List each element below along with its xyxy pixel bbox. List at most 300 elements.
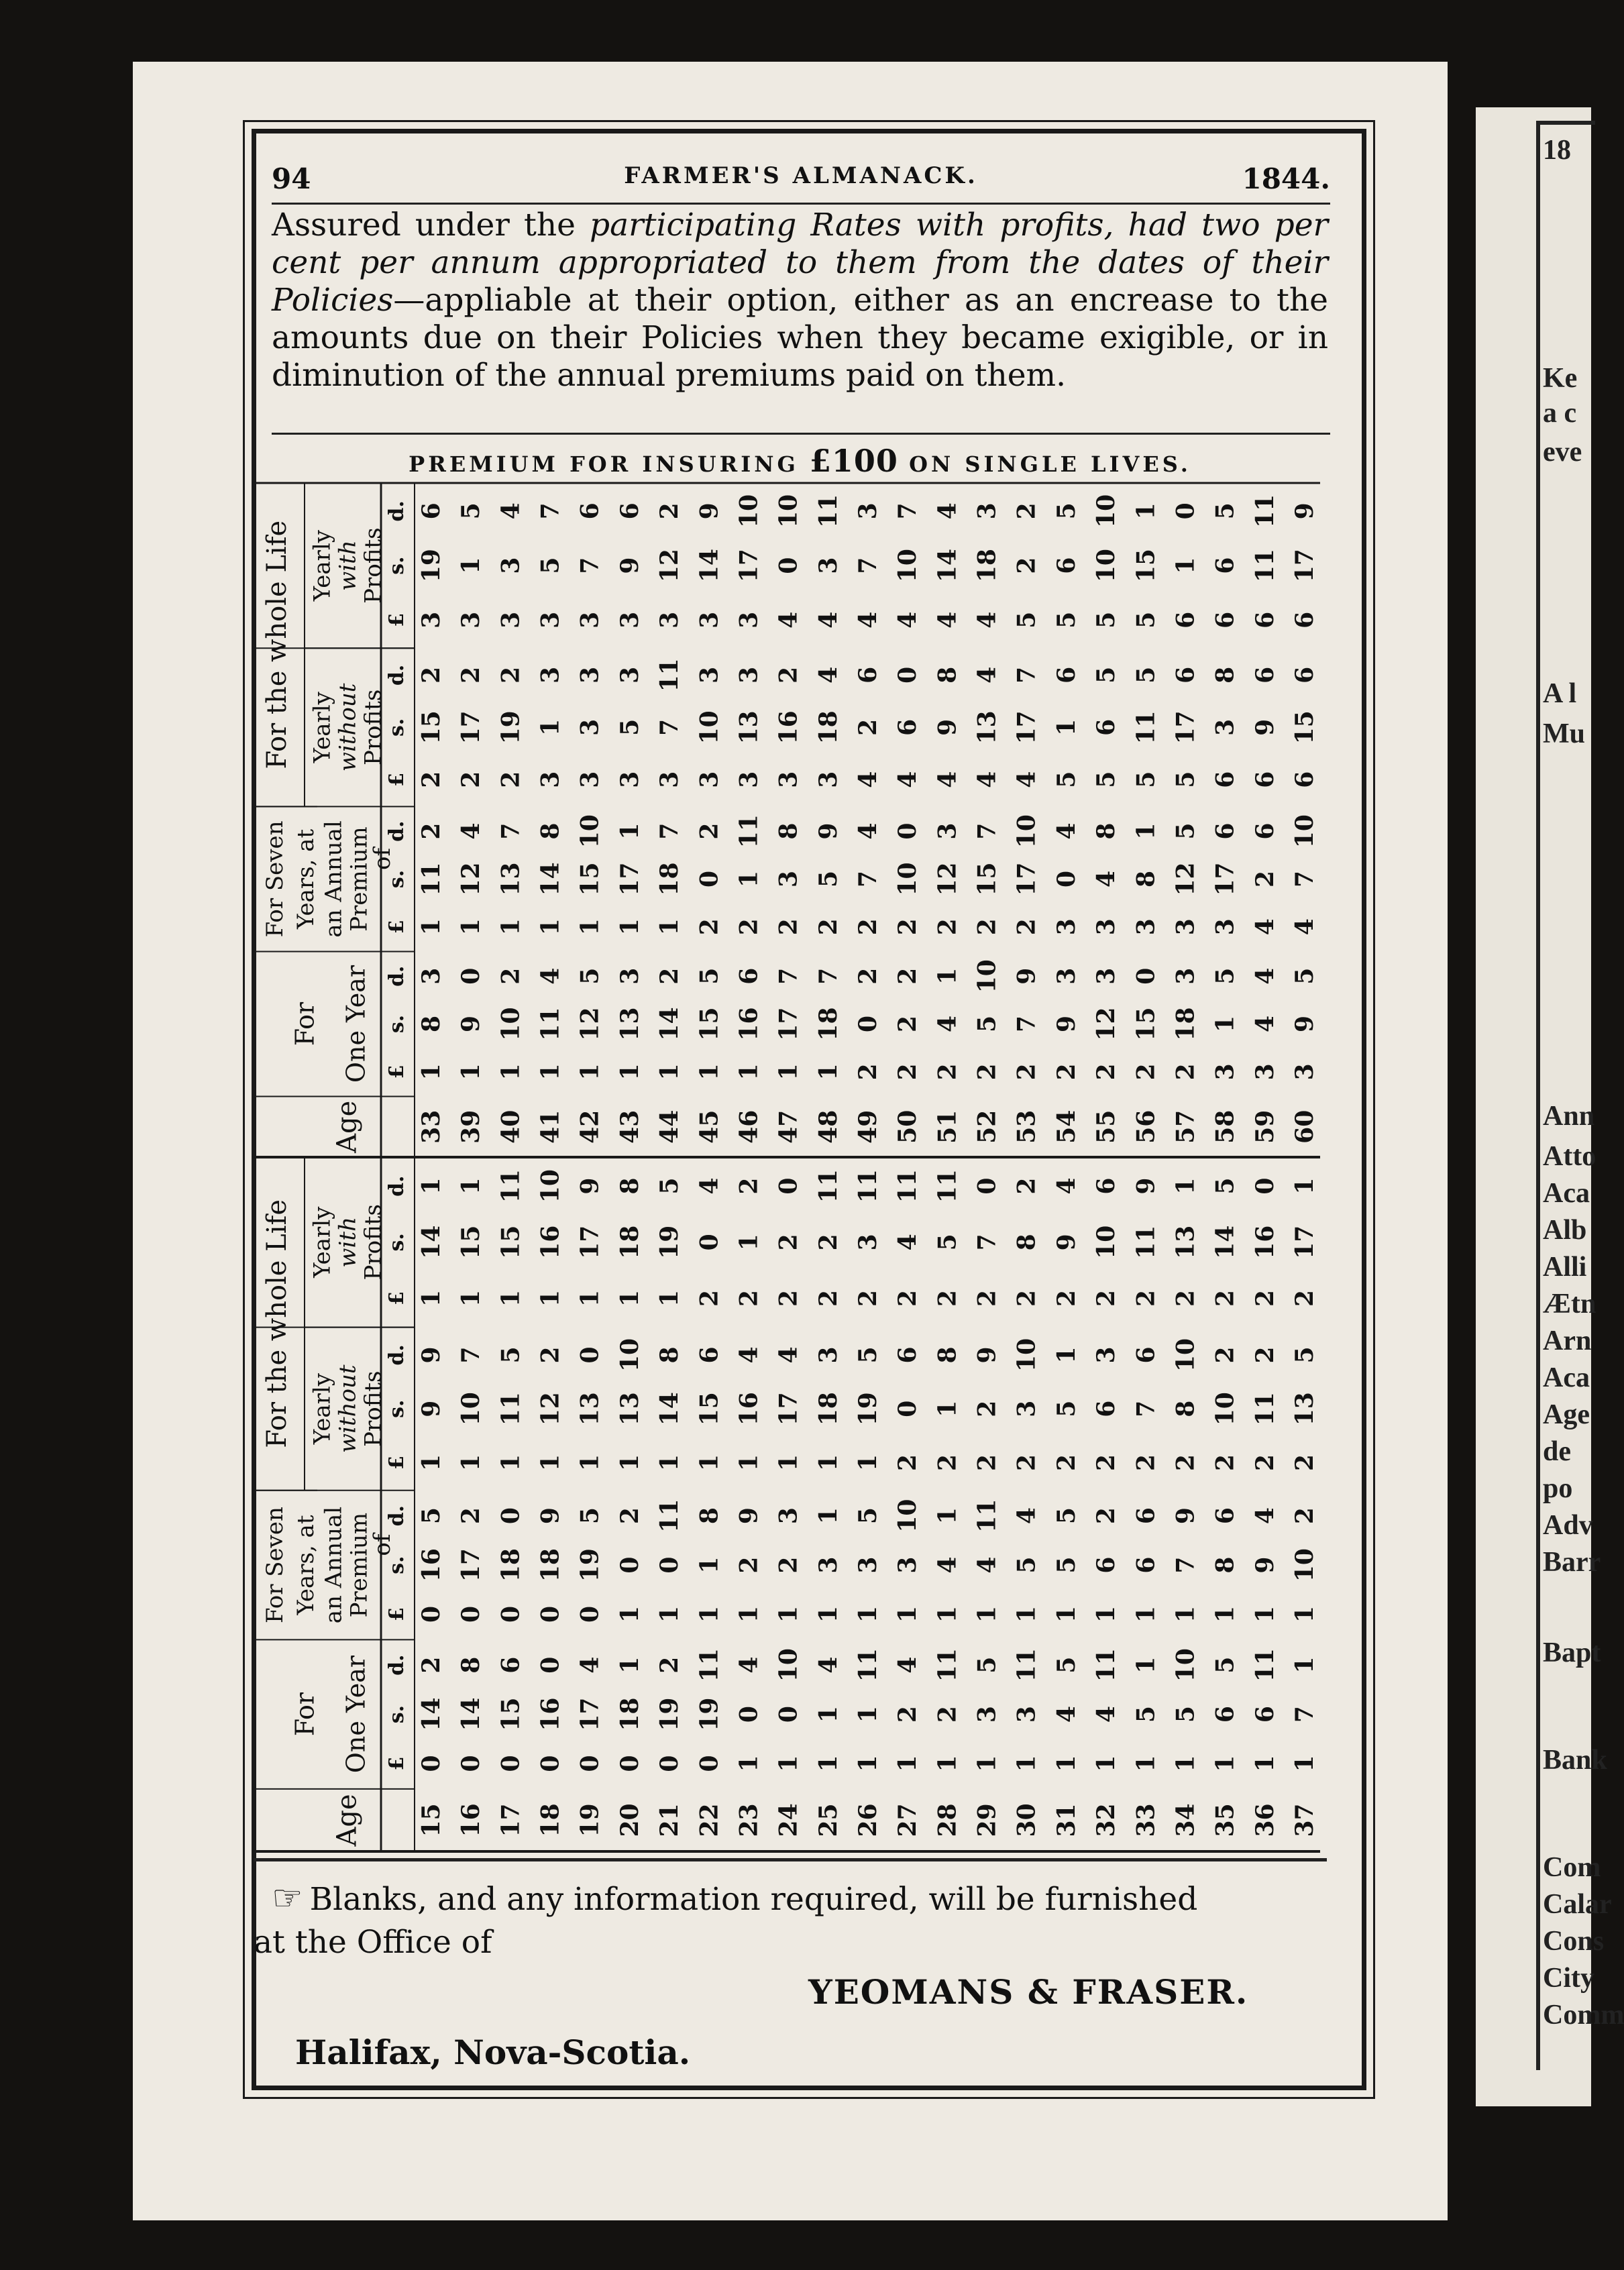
- premium-value: 5: [1052, 502, 1081, 520]
- premium-value: 11: [1092, 1648, 1121, 1682]
- premium-value: 9: [1250, 718, 1279, 736]
- table-title-part-2: ON SINGLE LIVES.: [898, 451, 1191, 477]
- premium-value: 1: [933, 1605, 962, 1623]
- premium-value: 10: [1211, 1392, 1240, 1426]
- header-rule: [272, 203, 1330, 205]
- premium-value: 1: [615, 822, 644, 840]
- premium-value: 17: [774, 1007, 803, 1041]
- premium-value: 7: [536, 502, 565, 520]
- premium-value: 0: [655, 1755, 684, 1772]
- premium-value: 9: [735, 1507, 763, 1525]
- premium-value: 1: [1132, 1656, 1160, 1674]
- premium-value: 11: [814, 494, 843, 528]
- premium-value: 11: [496, 1392, 525, 1426]
- premium-value: 3: [973, 502, 1002, 520]
- neighbor-page-line: Arn: [1543, 1326, 1592, 1356]
- premium-value: 3: [814, 1556, 843, 1574]
- premium-value: 1: [536, 1454, 565, 1471]
- premium-value: 14: [536, 862, 565, 896]
- premium-value: 2: [655, 967, 684, 985]
- age-value: 54: [1052, 1110, 1081, 1144]
- premium-value: 7: [973, 822, 1002, 840]
- premium-value: 2: [1012, 918, 1041, 936]
- premium-value: 2: [854, 918, 882, 936]
- premium-value: 2: [615, 1507, 644, 1525]
- header-with-3: Profits: [360, 1204, 387, 1281]
- premium-value: 13: [615, 1392, 644, 1426]
- premium-value: 3: [814, 771, 843, 788]
- premium-value: 2: [894, 918, 922, 936]
- premium-value: 4: [973, 771, 1002, 788]
- premium-value: 14: [457, 1697, 486, 1731]
- unit-label: £: [385, 612, 409, 627]
- premium-value: 17: [774, 1392, 803, 1426]
- premium-value: 1: [655, 1063, 684, 1081]
- premium-value: 0: [695, 1755, 724, 1772]
- age-value: 26: [854, 1803, 882, 1837]
- premium-value: 2: [1250, 1346, 1279, 1364]
- premium-value: 1: [1291, 1177, 1319, 1195]
- premium-value: 15: [1291, 710, 1319, 745]
- premium-value: 3: [576, 771, 604, 788]
- premium-value: 3: [695, 666, 724, 684]
- premium-value: 2: [1092, 1289, 1121, 1307]
- premium-value: 8: [1092, 822, 1121, 840]
- premium-value: 2: [814, 1234, 843, 1251]
- premium-value: 2: [496, 967, 525, 985]
- premium-value: 8: [536, 822, 565, 840]
- premium-value: 19: [854, 1392, 882, 1426]
- premium-value: 0: [457, 1755, 486, 1772]
- header-with-3: Profits: [360, 527, 387, 604]
- intro-italic: participating Rates with profits, had two per cent per annum appropriated to them from the dates of their Policies: [272, 207, 1328, 319]
- premium-value: 3: [854, 1556, 882, 1574]
- premium-value: 7: [655, 718, 684, 736]
- age-value: 23: [735, 1803, 763, 1837]
- premium-value: 1: [457, 557, 486, 574]
- premium-value: 0: [496, 1507, 525, 1525]
- premium-value: 3: [536, 611, 565, 629]
- premium-value: 1: [615, 1063, 644, 1081]
- premium-value: 2: [1092, 1454, 1121, 1471]
- premium-value: 3: [1250, 1063, 1279, 1081]
- premium-value: 11: [894, 1169, 922, 1203]
- premium-value: 4: [774, 1346, 803, 1364]
- age-value: 41: [536, 1110, 565, 1144]
- premium-value: 17: [1211, 862, 1240, 896]
- premium-value: 10: [894, 862, 922, 896]
- premium-value: 1: [576, 1289, 604, 1307]
- premium-table: [254, 483, 1320, 1851]
- premium-value: 5: [1171, 1706, 1200, 1723]
- premium-value: 9: [1291, 1015, 1319, 1033]
- premium-value: 1: [1211, 1755, 1240, 1772]
- table-title-part-1: PREMIUM FOR INSURING: [409, 451, 810, 477]
- premium-value: 10: [615, 1338, 644, 1372]
- premium-value: 11: [973, 1499, 1002, 1533]
- premium-value: 10: [973, 959, 1002, 993]
- premium-value: 2: [457, 1507, 486, 1525]
- unit-label: £: [385, 1291, 409, 1305]
- premium-value: 1: [1291, 1656, 1319, 1674]
- premium-value: 17: [1291, 1225, 1319, 1259]
- premium-value: 10: [576, 814, 604, 849]
- premium-value: 15: [973, 862, 1002, 896]
- premium-value: 0: [735, 1706, 763, 1723]
- premium-value: 10: [894, 549, 922, 583]
- premium-value: 0: [576, 1755, 604, 1772]
- premium-value: 5: [1052, 1400, 1081, 1417]
- premium-value: 3: [1052, 918, 1081, 936]
- premium-value: 2: [854, 1289, 882, 1307]
- premium-value: 5: [1052, 771, 1081, 788]
- premium-value: 12: [576, 1007, 604, 1041]
- premium-value: 2: [774, 666, 803, 684]
- unit-label: d.: [385, 664, 409, 686]
- premium-value: 4: [854, 822, 882, 840]
- premium-value: 15: [1132, 549, 1160, 583]
- premium-value: 3: [1012, 1400, 1041, 1417]
- age-value: 33: [417, 1110, 445, 1144]
- premium-value: 1: [854, 1755, 882, 1772]
- premium-value: 2: [1012, 1289, 1041, 1307]
- premium-value: 4: [933, 611, 962, 629]
- premium-value: 10: [1171, 1648, 1200, 1682]
- premium-value: 6: [1250, 666, 1279, 684]
- premium-value: 19: [496, 710, 525, 745]
- premium-value: 6: [1250, 611, 1279, 629]
- premium-value: 2: [417, 666, 445, 684]
- premium-value: 0: [615, 1755, 644, 1772]
- premium-value: 1: [695, 1605, 724, 1623]
- premium-value: 13: [496, 862, 525, 896]
- premium-value: 1: [417, 1454, 445, 1471]
- premium-value: 8: [1012, 1234, 1041, 1251]
- premium-value: 6: [1211, 611, 1240, 629]
- premium-value: 6: [1052, 557, 1081, 574]
- premium-value: 9: [1052, 1234, 1081, 1251]
- premium-value: 5: [1092, 611, 1121, 629]
- premium-value: 2: [894, 1289, 922, 1307]
- premium-value: 9: [695, 502, 724, 520]
- premium-value: 6: [1250, 1706, 1279, 1723]
- header-seven-years-5: of: [368, 847, 396, 870]
- premium-value: 2: [1250, 1289, 1279, 1307]
- premium-value: 0: [894, 666, 922, 684]
- premium-value: 10: [695, 710, 724, 745]
- premium-value: 2: [655, 502, 684, 520]
- premium-value: 16: [735, 1392, 763, 1426]
- unit-label: d.: [385, 1344, 409, 1366]
- premium-value: 2: [1211, 1346, 1240, 1364]
- unit-label: s.: [385, 1556, 409, 1574]
- premium-value: 1: [735, 870, 763, 887]
- intro-text-1: Assured under the: [272, 207, 590, 244]
- premium-value: 2: [933, 1289, 962, 1307]
- premium-value: 2: [894, 1706, 922, 1723]
- premium-value: 3: [1171, 967, 1200, 985]
- premium-value: 3: [496, 557, 525, 574]
- premium-value: 2: [735, 1556, 763, 1574]
- premium-value: 13: [973, 710, 1002, 745]
- premium-value: 0: [894, 822, 922, 840]
- premium-value: 2: [1132, 1063, 1160, 1081]
- premium-value: 3: [774, 1507, 803, 1525]
- unit-label: d.: [385, 965, 409, 987]
- premium-value: 5: [1171, 822, 1200, 840]
- premium-value: 5: [1211, 1656, 1240, 1674]
- premium-value: 11: [1132, 710, 1160, 745]
- premium-value: 1: [655, 918, 684, 936]
- premium-value: 7: [973, 1234, 1002, 1251]
- premium-value: 7: [854, 870, 882, 887]
- premium-value: 1: [655, 1605, 684, 1623]
- premium-value: 1: [576, 918, 604, 936]
- premium-value: 11: [933, 1648, 962, 1682]
- premium-value: 19: [695, 1697, 724, 1731]
- age-value: 19: [576, 1803, 604, 1837]
- premium-value: 9: [1012, 967, 1041, 985]
- age-value: 15: [417, 1803, 445, 1837]
- premium-value: 14: [655, 1007, 684, 1041]
- premium-value: 1: [417, 1289, 445, 1307]
- premium-value: 4: [973, 1556, 1002, 1574]
- premium-value: 0: [1250, 1177, 1279, 1195]
- age-value: 39: [457, 1110, 486, 1144]
- premium-value: 17: [576, 1697, 604, 1731]
- premium-value: 11: [1250, 1648, 1279, 1682]
- header-seven-years-1: For Seven: [262, 820, 289, 938]
- premium-value: 10: [735, 494, 763, 528]
- premium-value: 1: [735, 1755, 763, 1772]
- unit-label: £: [385, 1456, 409, 1470]
- age-value: 30: [1012, 1803, 1041, 1837]
- neighbor-page-line: Cons: [1543, 1926, 1605, 1957]
- premium-value: 1: [457, 1289, 486, 1307]
- premium-value: 10: [1092, 549, 1121, 583]
- premium-value: 7: [1291, 1706, 1319, 1723]
- premium-value: 2: [973, 1289, 1002, 1307]
- premium-value: 4: [973, 611, 1002, 629]
- premium-value: 3: [1092, 967, 1121, 985]
- premium-value: 3: [576, 718, 604, 736]
- premium-value: 0: [417, 1605, 445, 1623]
- premium-value: 0: [774, 557, 803, 574]
- premium-value: 0: [536, 1656, 565, 1674]
- header-age: Age: [331, 1794, 363, 1847]
- premium-value: 13: [576, 1392, 604, 1426]
- age-value: 20: [615, 1803, 644, 1837]
- premium-value: 5: [417, 1507, 445, 1525]
- premium-value: 1: [933, 1507, 962, 1525]
- premium-value: 9: [615, 557, 644, 574]
- premium-value: 8: [933, 666, 962, 684]
- premium-value: 10: [1012, 814, 1041, 849]
- premium-value: 4: [1092, 1706, 1121, 1723]
- premium-value: 4: [894, 1656, 922, 1674]
- premium-value: 9: [1132, 1177, 1160, 1195]
- premium-value: 1: [1171, 557, 1200, 574]
- premium-value: 6: [1211, 557, 1240, 574]
- premium-value: 8: [417, 1015, 445, 1033]
- premium-value: 1: [1012, 1605, 1041, 1623]
- premium-value: 2: [933, 1706, 962, 1723]
- age-value: 21: [655, 1803, 684, 1837]
- unit-label: d.: [385, 1175, 409, 1197]
- header-whole-life: For the whole Life: [262, 1199, 292, 1448]
- premium-value: 0: [536, 1605, 565, 1623]
- premium-value: 14: [933, 549, 962, 583]
- premium-value: 4: [1250, 967, 1279, 985]
- premium-value: 4: [735, 1346, 763, 1364]
- firm-name: YEOMANS & FRASER.: [808, 1972, 1249, 2012]
- premium-value: 2: [417, 1656, 445, 1674]
- premium-value: 17: [1012, 710, 1041, 745]
- premium-value: 3: [1052, 967, 1081, 985]
- intro-paragraph: [272, 207, 1328, 394]
- neighbor-page-line: de: [1543, 1436, 1571, 1467]
- premium-value: 1: [536, 1289, 565, 1307]
- age-value: 31: [1052, 1803, 1081, 1837]
- premium-value: 10: [457, 1392, 486, 1426]
- premium-value: 10: [1291, 1548, 1319, 1582]
- page-year: 1844.: [1242, 162, 1330, 195]
- premium-value: 7: [1171, 1556, 1200, 1574]
- premium-value: 7: [1012, 666, 1041, 684]
- premium-value: 2: [457, 666, 486, 684]
- premium-value: 3: [774, 771, 803, 788]
- premium-value: 17: [1012, 862, 1041, 896]
- page-number: 94: [272, 162, 311, 195]
- premium-value: 1: [774, 1454, 803, 1471]
- premium-value: 17: [735, 549, 763, 583]
- premium-value: 2: [1211, 1454, 1240, 1471]
- premium-value: 4: [1052, 822, 1081, 840]
- premium-value: 1: [933, 967, 962, 985]
- premium-value: 1: [933, 1755, 962, 1772]
- premium-value: 5: [496, 1346, 525, 1364]
- premium-value: 11: [814, 1169, 843, 1203]
- premium-value: 3: [536, 666, 565, 684]
- premium-value: 3: [1211, 918, 1240, 936]
- premium-value: 2: [894, 1015, 922, 1033]
- neighbor-page-line: Bank: [1543, 1745, 1607, 1776]
- header-without-2: without: [334, 683, 362, 772]
- premium-value: 1: [735, 1234, 763, 1251]
- unit-label: d.: [385, 1654, 409, 1676]
- premium-value: 13: [1171, 1225, 1200, 1259]
- premium-value: 5: [655, 1177, 684, 1195]
- premium-value: 2: [774, 1556, 803, 1574]
- neighbor-page-line: Calar: [1543, 1889, 1612, 1920]
- premium-value: 2: [1012, 1454, 1041, 1471]
- premium-value: 1: [496, 1454, 525, 1471]
- premium-value: 14: [417, 1225, 445, 1259]
- unit-label: s.: [385, 1014, 409, 1034]
- premium-value: 18: [814, 1392, 843, 1426]
- premium-value: 14: [1211, 1225, 1240, 1259]
- age-value: 47: [774, 1110, 803, 1144]
- premium-value: 1: [496, 1289, 525, 1307]
- age-value: 53: [1012, 1110, 1041, 1144]
- premium-value: 10: [1291, 814, 1319, 849]
- premium-value: 2: [1132, 1454, 1160, 1471]
- age-value: 52: [973, 1110, 1002, 1144]
- premium-value: 5: [615, 718, 644, 736]
- premium-value: 2: [1012, 557, 1041, 574]
- premium-value: 2: [735, 918, 763, 936]
- running-title: FARMER'S ALMANACK.: [624, 162, 978, 189]
- premium-value: 2: [1291, 1289, 1319, 1307]
- intro-text-2: —appliable at their option, either as an encrease to the amounts due on their Policies when they became exigible, or in diminution of the annual premiums paid on them.: [272, 282, 1328, 394]
- premium-value: 3: [615, 771, 644, 788]
- header-without-1: Yearly: [309, 692, 336, 763]
- running-header: [272, 162, 1330, 203]
- age-value: 59: [1250, 1110, 1279, 1144]
- premium-value: 2: [1012, 1177, 1041, 1195]
- premium-value: 1: [655, 1289, 684, 1307]
- premium-value: 6: [1132, 1346, 1160, 1364]
- footer-line-1: [272, 1878, 1328, 1918]
- premium-value: 2: [695, 918, 724, 936]
- premium-value: 2: [457, 771, 486, 788]
- premium-value: 5: [1291, 967, 1319, 985]
- premium-value: 18: [496, 1548, 525, 1582]
- premium-value: 8: [457, 1656, 486, 1674]
- premium-value: 10: [1092, 494, 1121, 528]
- premium-value: 5: [695, 967, 724, 985]
- premium-value: 15: [457, 1225, 486, 1259]
- premium-value: 7: [655, 822, 684, 840]
- premium-value: 6: [894, 1346, 922, 1364]
- premium-value: 1: [417, 1063, 445, 1081]
- premium-value: 1: [814, 1454, 843, 1471]
- premium-value: 1: [615, 1289, 644, 1307]
- premium-value: 0: [576, 1605, 604, 1623]
- age-value: 37: [1291, 1803, 1319, 1837]
- premium-value: 9: [933, 718, 962, 736]
- premium-value: 6: [695, 1346, 724, 1364]
- premium-value: 6: [735, 967, 763, 985]
- premium-value: 3: [1291, 1063, 1319, 1081]
- unit-label: £: [385, 920, 409, 934]
- premium-value: 2: [1171, 1289, 1200, 1307]
- premium-value: 1: [695, 1063, 724, 1081]
- premium-value: 1: [774, 1755, 803, 1772]
- age-value: 22: [695, 1803, 724, 1837]
- premium-value: 1: [854, 1605, 882, 1623]
- premium-value: 5: [1012, 611, 1041, 629]
- premium-value: 0: [457, 967, 486, 985]
- premium-value: 1: [536, 1063, 565, 1081]
- premium-value: 6: [1211, 822, 1240, 840]
- age-value: 34: [1171, 1803, 1200, 1837]
- premium-value: 2: [417, 771, 445, 788]
- premium-value: 2: [894, 1454, 922, 1471]
- premium-value: 11: [655, 658, 684, 692]
- header-without-3: Profits: [360, 1370, 387, 1447]
- premium-value: 15: [576, 862, 604, 896]
- premium-value: 5: [457, 502, 486, 520]
- premium-value: 5: [973, 1656, 1002, 1674]
- firm-location: Halifax, Nova-Scotia.: [295, 2033, 691, 2072]
- premium-value: 4: [854, 771, 882, 788]
- premium-value: 1: [933, 1400, 962, 1417]
- unit-label: d.: [385, 500, 409, 522]
- age-value: 57: [1171, 1110, 1200, 1144]
- premium-value: 3: [973, 1706, 1002, 1723]
- premium-value: 5: [1052, 611, 1081, 629]
